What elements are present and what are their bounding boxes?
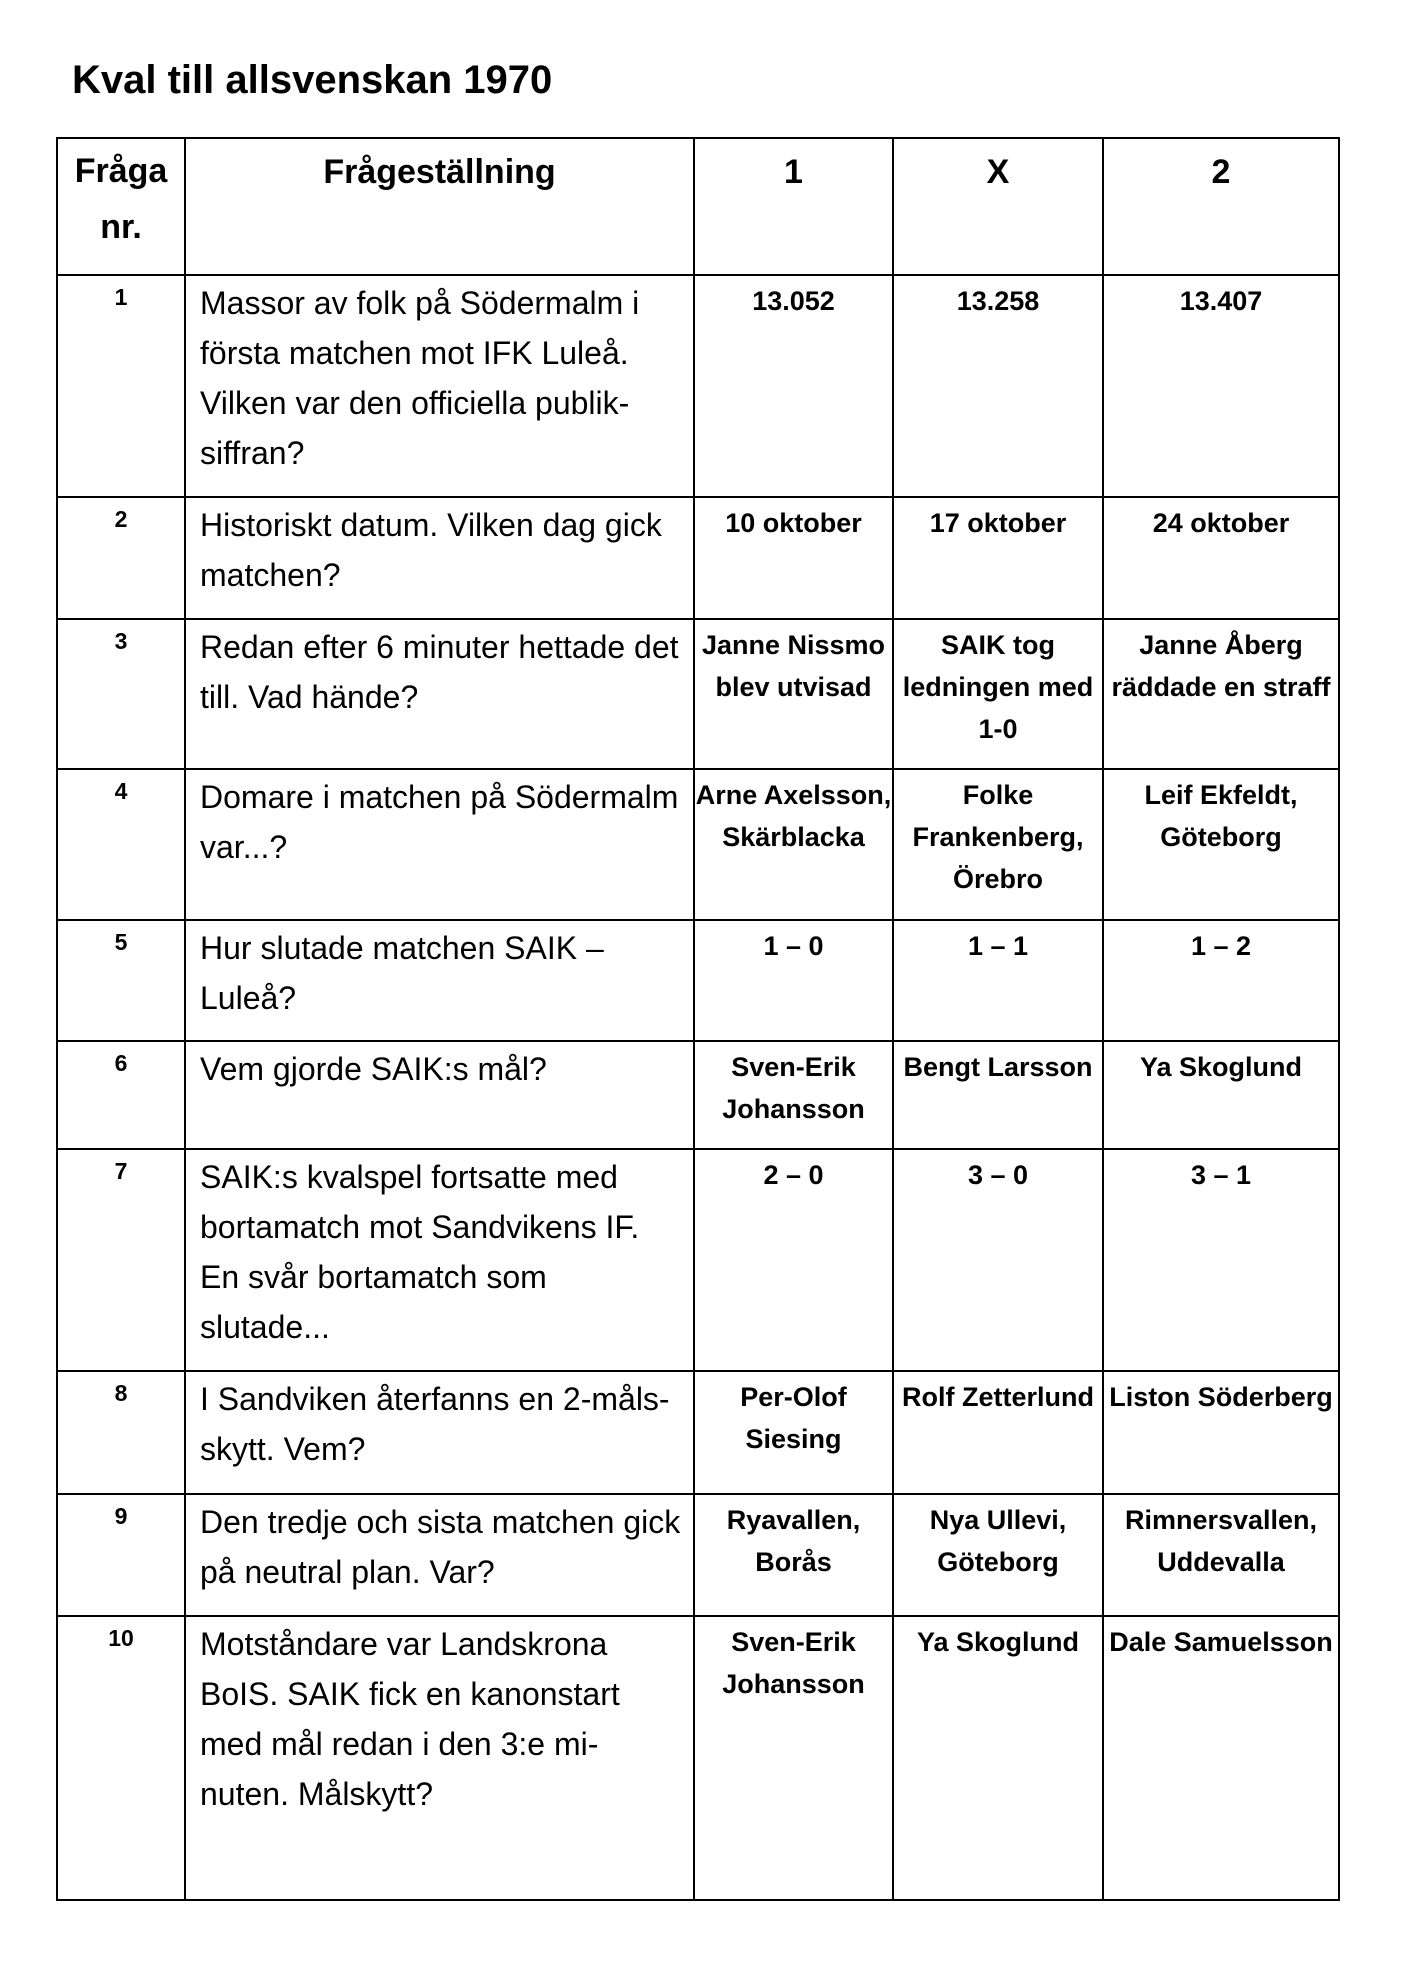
question-number: 10 [57,1616,185,1900]
option-2: 13.407 [1103,275,1339,497]
option-1: Sven-Erik Johansson [694,1041,893,1149]
option-x: SAIK tog ledningen med 1-0 [893,619,1103,769]
option-2: 1 – 2 [1103,920,1339,1041]
option-1: 2 – 0 [694,1149,893,1371]
option-2: 3 – 1 [1103,1149,1339,1371]
question-text: Motståndare var Landskrona BoIS. SAIK fick en kanonstart med mål redan i den 3:e mi-nuten. Målskytt? [185,1616,694,1900]
table-row [57,1041,1339,1149]
header-question-number: Fråga nr. [57,138,185,275]
option-1: 1 – 0 [694,920,893,1041]
table-row [57,920,1339,1041]
question-text: Redan efter 6 minuter hettade det till. Vad hände? [185,619,694,769]
question-text: I Sandviken återfanns en 2-måls-skytt. Vem? [185,1371,694,1494]
option-1: Ryavallen, Borås [694,1494,893,1616]
table-row [57,769,1339,920]
option-2: 24 oktober [1103,497,1339,619]
table-row [57,275,1339,497]
header-option-1: 1 [694,138,893,275]
option-x: 13.258 [893,275,1103,497]
option-2: Ya Skoglund [1103,1041,1339,1149]
table-row [57,497,1339,619]
option-x: 17 oktober [893,497,1103,619]
option-2: Janne Åberg räddade en straff [1103,619,1339,769]
question-text: Domare i matchen på Södermalm var...? [185,769,694,920]
option-x: 3 – 0 [893,1149,1103,1371]
question-number: 4 [57,769,185,920]
option-2: Liston Söderberg [1103,1371,1339,1494]
table-row [57,1616,1339,1900]
question-text: Hur slutade matchen SAIK – Luleå? [185,920,694,1041]
option-2: Rimnersvallen, Uddevalla [1103,1494,1339,1616]
question-number: 3 [57,619,185,769]
header-option-x: X [893,138,1103,275]
option-1: Janne Nissmo blev utvisad [694,619,893,769]
option-x: 1 – 1 [893,920,1103,1041]
question-text: Massor av folk på Södermalm i första matchen mot IFK Luleå. Vilken var den officiella publik-siffran? [185,275,694,497]
table-row [57,1371,1339,1494]
option-1: Arne Axelsson, Skärblacka [694,769,893,920]
question-number: 9 [57,1494,185,1616]
table-row [57,1494,1339,1616]
option-x: Bengt Larsson [893,1041,1103,1149]
question-number: 8 [57,1371,185,1494]
option-x: Rolf Zetterlund [893,1371,1103,1494]
header-row [57,138,1339,275]
question-number: 1 [57,275,185,497]
table-row [57,619,1339,769]
question-number: 2 [57,497,185,619]
option-2: Leif Ekfeldt, Göteborg [1103,769,1339,920]
header-question: Frågeställning [185,138,694,275]
question-text: Vem gjorde SAIK:s mål? [185,1041,694,1149]
option-1: 13.052 [694,275,893,497]
question-text: Historiskt datum. Vilken dag gick matchen? [185,497,694,619]
question-number: 7 [57,1149,185,1371]
header-option-2: 2 [1103,138,1339,275]
quiz-table [56,137,1340,1901]
question-number: 6 [57,1041,185,1149]
option-1: 10 oktober [694,497,893,619]
question-text: SAIK:s kvalspel fortsatte med bortamatch mot Sandvikens IF. En svår bortamatch som slutade... [185,1149,694,1371]
option-x: Ya Skoglund [893,1616,1103,1900]
option-1: Sven-Erik Johansson [694,1616,893,1900]
option-2: Dale Samuelsson [1103,1616,1339,1900]
option-1: Per-Olof Siesing [694,1371,893,1494]
table-row [57,1149,1339,1371]
question-text: Den tredje och sista matchen gick på neutral plan. Var? [185,1494,694,1616]
page-title: Kval till allsvenskan 1970 [72,58,553,102]
option-x: Folke Frankenberg, Örebro [893,769,1103,920]
question-number: 5 [57,920,185,1041]
option-x: Nya Ullevi, Göteborg [893,1494,1103,1616]
